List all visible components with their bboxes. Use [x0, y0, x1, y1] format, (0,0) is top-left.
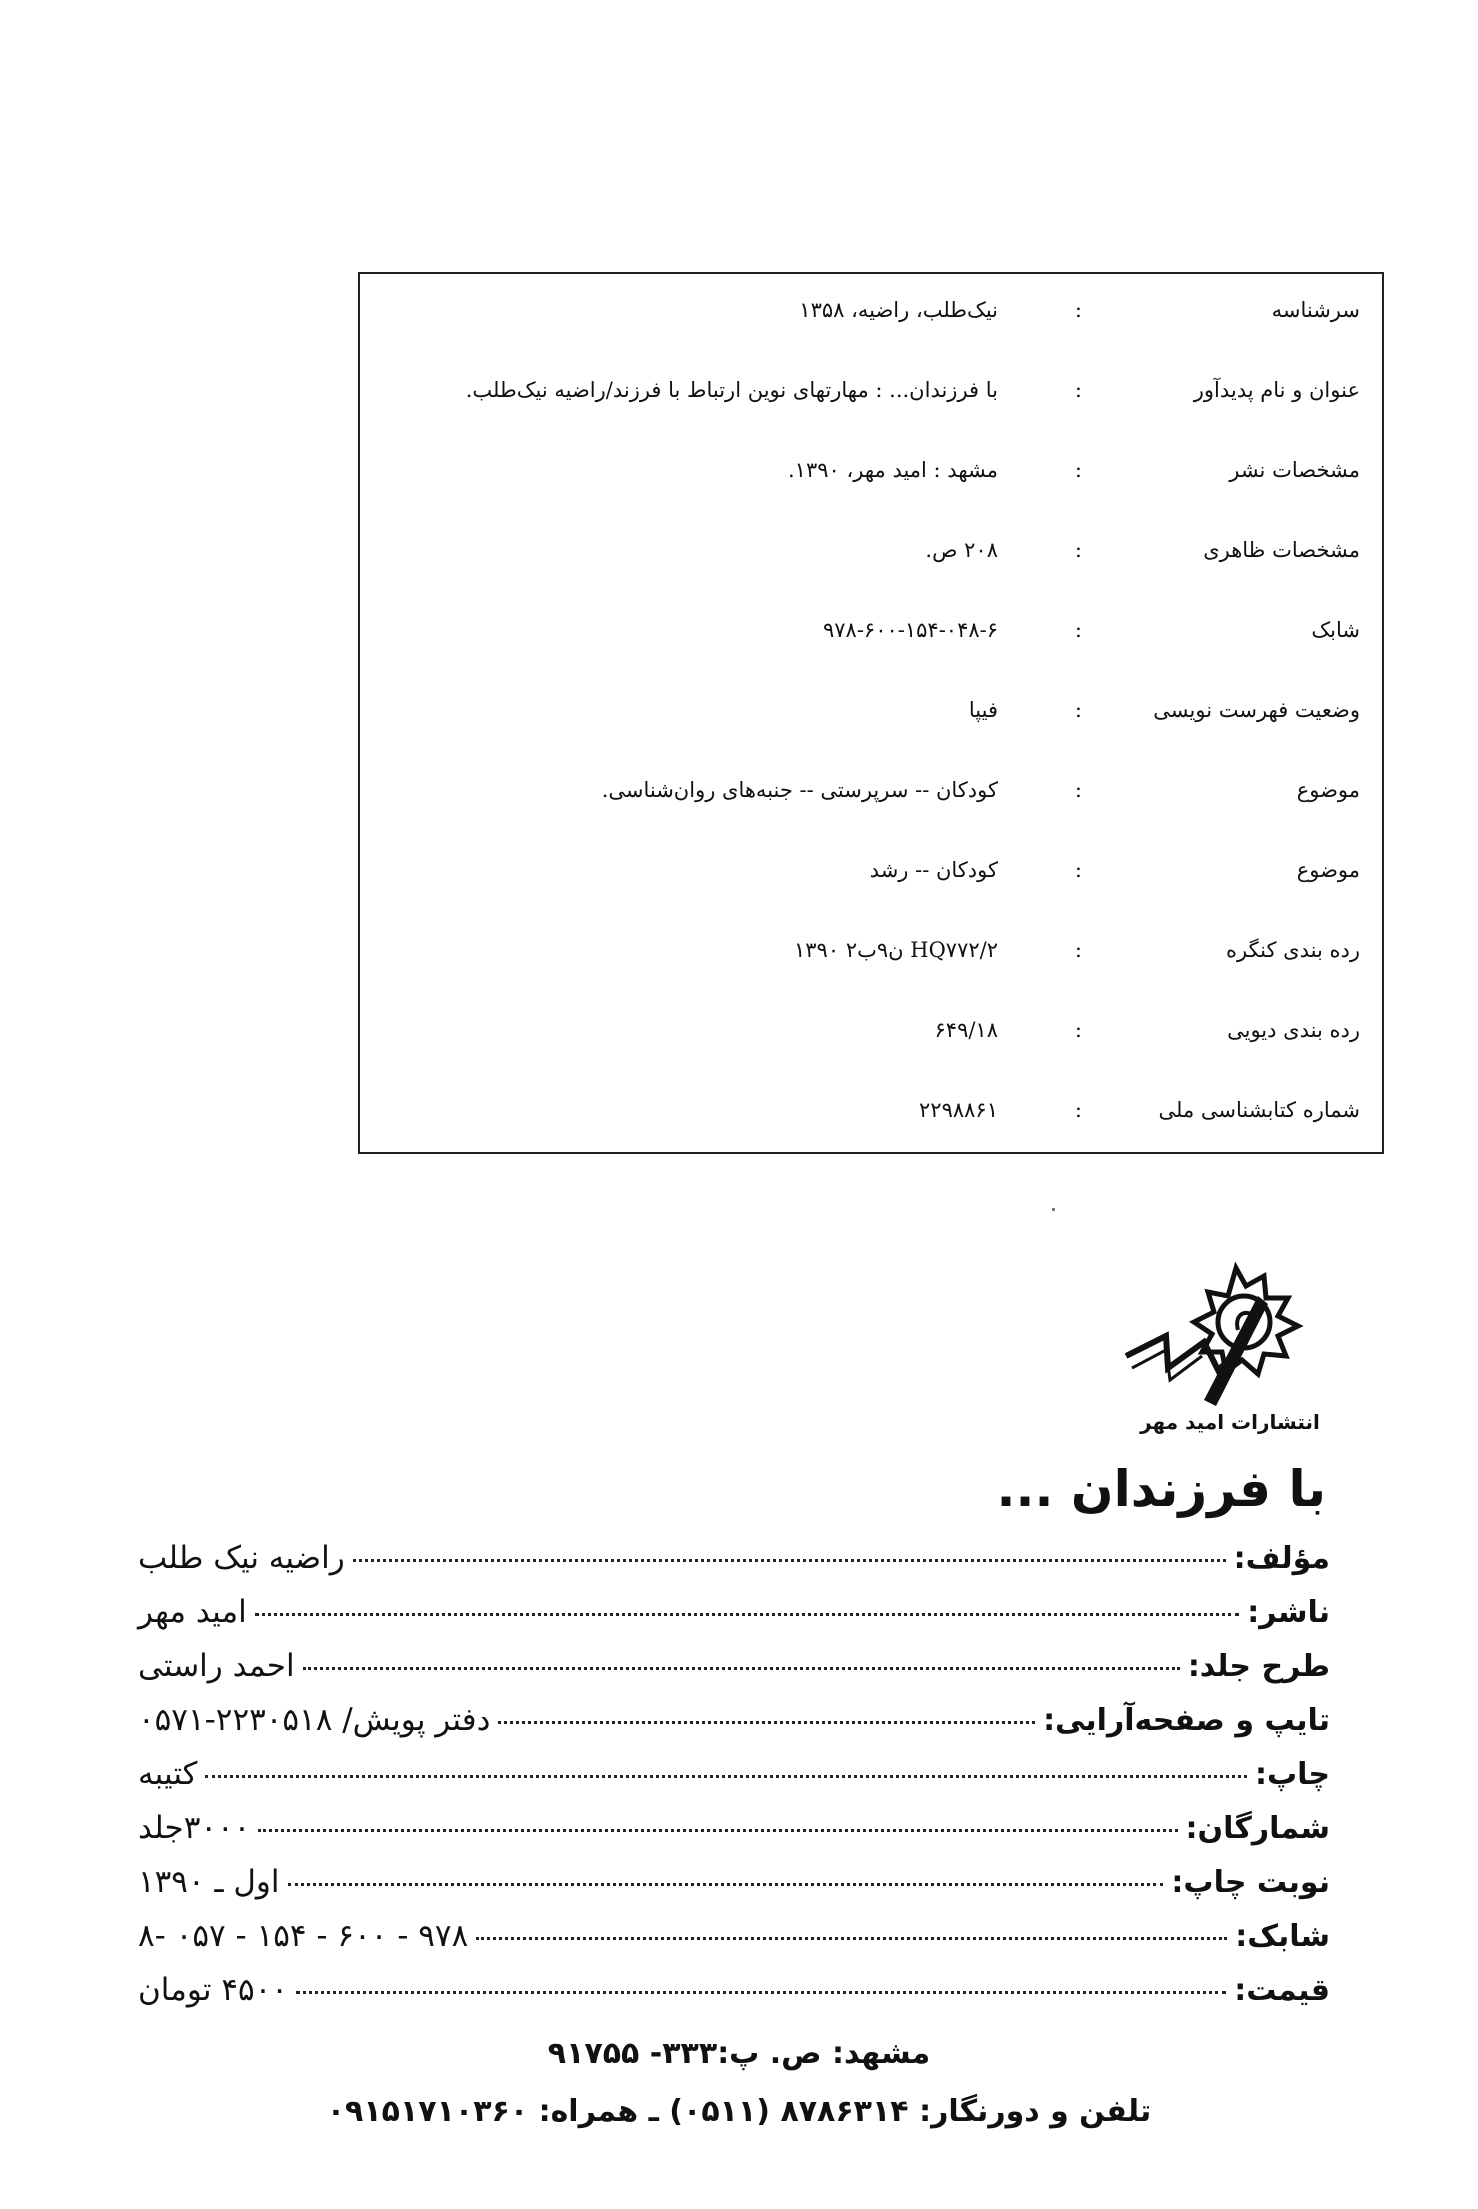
colophon-value: ۳۰۰۰جلد: [138, 1810, 251, 1846]
catalog-value: HQ۷۷۲/۲ ن۹ب۲ ۱۳۹۰: [794, 938, 998, 962]
catalog-value: ۹۷۸-۶۰۰-۱۵۴-۰۴۸-۶: [822, 618, 998, 642]
catalog-value: با فرزندان... : مهارتهای نوین ارتباط با فرزند/راضیه نیک‌طلب.: [465, 378, 998, 402]
colophon-value: کتیبه: [138, 1756, 198, 1792]
colophon-label: طرح جلد:: [1187, 1649, 1330, 1684]
catalog-label: رده بندی کنگره: [1225, 938, 1360, 962]
catalog-row-isbn: [360, 610, 1382, 650]
colophon-row-author: [138, 1540, 1330, 1594]
catalog-colon: :: [1074, 298, 1082, 322]
catalog-colon: :: [1074, 538, 1082, 562]
colophon-value: اول ـ ۱۳۹۰: [138, 1864, 280, 1900]
catalog-row-physical: [360, 530, 1382, 570]
catalog-row-publication: [360, 450, 1382, 490]
catalog-record-box: [358, 272, 1384, 1154]
colophon-value: دفتر پویش/ ۲۲۳۰۵۱۸-۰۵۷۱: [138, 1702, 491, 1738]
dotted-leader: [296, 1991, 1226, 1994]
colophon-label: نوبت چاپ:: [1171, 1865, 1330, 1900]
dotted-leader: [205, 1775, 1247, 1778]
catalog-label: رده بندی دیویی: [1227, 1018, 1360, 1042]
catalog-value: ۲۰۸ ص.: [925, 538, 998, 562]
catalog-colon: :: [1074, 458, 1082, 482]
colophon-row-price: [138, 1972, 1330, 2026]
catalog-label: عنوان و نام پدیدآور: [1193, 378, 1360, 402]
catalog-row-status: [360, 690, 1382, 730]
catalog-label: مشخصات ظاهری: [1203, 538, 1360, 562]
catalog-row-lc-class: [360, 930, 1382, 970]
catalog-colon: :: [1074, 778, 1082, 802]
catalog-value: نیک‌طلب، راضیه، ۱۳۵۸: [799, 298, 998, 322]
catalog-colon: :: [1074, 698, 1082, 722]
publisher-address: مشهد: ص. پ:۳۳۳- ۹۱۷۵۵: [547, 2036, 931, 2071]
colophon-label: شابک:: [1235, 1919, 1330, 1954]
catalog-row-dewey: [360, 1010, 1382, 1050]
catalog-value: مشهد : امید مهر، ۱۳۹۰.: [787, 458, 998, 482]
colophon-value: ۹۷۸ - ۶۰۰ - ۱۵۴ - ۰۵۷ -۸: [138, 1918, 469, 1954]
dotted-leader: [476, 1937, 1227, 1940]
catalog-colon: :: [1074, 938, 1082, 962]
colophon-label: چاپ:: [1254, 1757, 1330, 1792]
catalog-label: شابک: [1311, 618, 1360, 642]
colophon-label: مؤلف:: [1233, 1541, 1330, 1576]
catalog-colon: :: [1074, 378, 1082, 402]
colophon-label: ناشر:: [1247, 1595, 1330, 1630]
dotted-leader: [255, 1613, 1240, 1616]
catalog-colon: :: [1074, 618, 1082, 642]
catalog-value: ۲۲۹۸۸۶۱: [919, 1098, 998, 1122]
dotted-leader: [303, 1667, 1180, 1670]
publisher-logo-caption: انتشارات امید مهر: [1140, 1410, 1320, 1434]
catalog-label: سرشناسه: [1271, 298, 1360, 322]
colophon-row-isbn: [138, 1918, 1330, 1972]
colophon-row-typesetting: [138, 1702, 1330, 1756]
colophon-row-edition: [138, 1864, 1330, 1918]
colophon-row-publisher: [138, 1594, 1330, 1648]
catalog-label: وضعیت فهرست نویسی: [1153, 698, 1360, 722]
colophon-label: قیمت:: [1234, 1973, 1330, 2008]
catalog-value: ۶۴۹/۱۸: [934, 1018, 998, 1042]
publisher-phone: تلفن و دورنگار: ۸۷۸۶۳۱۴ (۰۵۱۱) ـ همراه: ۰۹۱۵۱۷۱۰۳۶۰: [326, 2094, 1152, 2129]
catalog-label: شماره کتابشناسی ملی: [1158, 1098, 1360, 1122]
colophon-value: احمد راستی: [138, 1648, 295, 1684]
colophon: [138, 1540, 1330, 2026]
colophon-row-print: [138, 1756, 1330, 1810]
catalog-row-subject-2: [360, 850, 1382, 890]
dotted-leader: [498, 1721, 1035, 1724]
catalog-value: کودکان -- سرپرستی -- جنبه‌های روان‌شناسی.: [601, 778, 998, 802]
catalog-label: موضوع: [1296, 858, 1360, 882]
catalog-colon: :: [1074, 1018, 1082, 1042]
colophon-value: امید مهر: [138, 1594, 247, 1630]
colophon-row-print-run: [138, 1810, 1330, 1864]
book-title: با فرزندان ...: [996, 1460, 1326, 1518]
colophon-value: راضیه نیک طلب: [138, 1540, 345, 1576]
dotted-leader: [353, 1559, 1226, 1562]
catalog-colon: :: [1074, 1098, 1082, 1122]
catalog-label: مشخصات نشر: [1229, 458, 1360, 482]
dotted-leader: [258, 1829, 1177, 1832]
catalog-row-subject-1: [360, 770, 1382, 810]
colophon-label: تایپ و صفحه‌آرایی:: [1043, 1703, 1330, 1738]
catalog-value: فیپا: [968, 698, 998, 722]
dotted-leader: [288, 1883, 1164, 1886]
colophon-row-cover-design: [138, 1648, 1330, 1702]
print-speck: [1052, 1208, 1055, 1211]
catalog-colon: :: [1074, 858, 1082, 882]
colophon-value: ۴۵۰۰ تومان: [138, 1972, 288, 2008]
catalog-label: موضوع: [1296, 778, 1360, 802]
catalog-value: کودکان -- رشد: [869, 858, 998, 882]
colophon-label: شمارگان:: [1185, 1811, 1330, 1846]
catalog-row-title: [360, 370, 1382, 410]
catalog-row-national-number: [360, 1090, 1382, 1130]
catalog-row-author: [360, 290, 1382, 330]
